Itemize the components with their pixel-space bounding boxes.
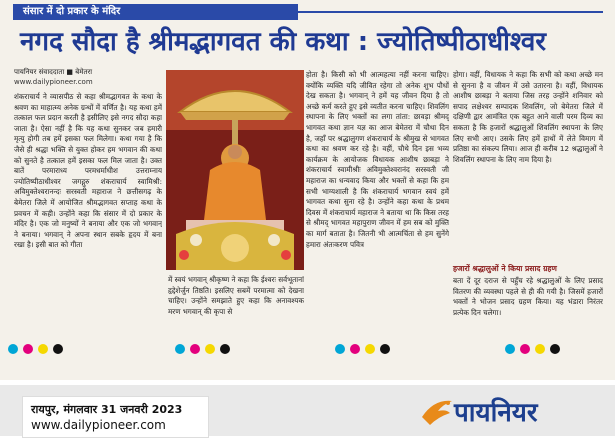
byline-city: बेमेतरा [75,68,93,76]
registration-dot [23,344,33,354]
pioneer-logo-text: पायनियर [454,398,538,428]
kicker-rule [298,11,603,13]
article-headline: नगद सौदा है श्रीमद्भागवत की कथा : ज्योतिष्पीठाधीश्वर [20,27,546,57]
registration-dot [175,344,185,354]
footer-website: www.dailypioneer.com [31,418,166,432]
article-column-3: होगा। वहीं, विधायक ने कहा कि सभी को कथा अच्छे मन से सुनना है व जीवन में उसे उतारना है। वहीं, विधायक आशीष छाबड़ा ने बताया जिस तरह उन्होंने शनिवार को सपाद लक्षेश्वर सम्पादक शिवलिंग, जो बेमेतरा जिले में दक्षिणी द्वार आमंत्रित एक बहुत आने वाली परम दिव्य का सकता है कि हजारों श्रद्धालुओं शिवलिंग स्थापना के लिए लिए सभी आए। उसके लिए हमें हाथों में लेते विमाग में प्रतिष्ठा का संकल्प लिया। आज ही करीब 12 श्रद्धालुओं ने शिवलिंग स्थापना के लिए नाम दिया है। [453,70,603,164]
article-column-2: होता है। किसी को भी आत्महत्या नहीं करना चाहिए। क्योंकि व्यक्ति यदि जीवित रहेगा तो अनेक शुभ पौधों देख सकता है। भगवान् ने हमें यह जीवन दिया है तो अच्छे कर्म करते हुए इसे व्यतीत करना चाहिए। शिवलिंग स्थापना के लिए भक्तों का लगा तांता: छावड़ा श्रीमद् भागवत कथा ज्ञान यज्ञ का आज बेमेतरा में चौथा दिन है, जहाँ पर श्रद्धालुगण शंकराचार्य के श्रीमुख से भागवत कथा का श्रवण कर रहे है। वहीं, चौथे दिन इस भव्य कार्यक्रम के आयोजक विधायक आशीष छाबड़ा ने शंकराचार्य स्वामीश्रीः अविमुक्तेश्वरानंद सरस्वती जी महाराज का धन्यवाद किया और भक्तों से कहा कि हम सभी भाग्यशाली है कि शंकराचार्य भगवान स्वयं हमें भागवत कथा सुना रहे है। उन्होंने कहा कथा के प्रथम दिवस में शंकराचार्य महाराज ने बताया था कि किस तरह से श्रीमद् भागवत महापुराण जीवन में हम सब को मुक्ति का मार्ग बताता है। जितनी भी आत्मचिंता से हम सुनेंगे हमारा अंतःकरण पवित्र [306,70,449,249]
registration-dot [190,344,200,354]
article-column-3-continued: बता दें दूर दराज से पहुँच रहे श्रद्धालुओं के लिए प्रसाद वितरण की व्यवस्था पहले से ही की गयी है। जिसमें हजारों भक्तों ने भोजन प्रसाद ग्रहण किया। यह भंडारा निरंतर प्रत्येक दिन चलेगा। [453,276,603,317]
registration-dot [365,344,375,354]
registration-marks [0,342,615,356]
registration-dot [220,344,230,354]
dateline: रायपुर, मंगलवार 31 जनवरी 2023 [31,403,183,416]
registration-dot [550,344,560,354]
column-under-photo: में स्वयं भगवान् श्रीकृष्ण ने कहा कि ईश्वरः सर्वभूतानां हृद्देशेर्जुन तिष्ठति। इसलिए सबमें परमात्मा को देखना चाहिए। उन्होंने समझाते हुए कहा कि अनावश्यक मरण भगवान् की कृपा से [168,275,304,316]
registration-dot [520,344,530,354]
registration-dot [535,344,545,354]
pioneer-logo [420,393,600,433]
byline-label: पायनियर संवाददाता [14,68,65,76]
registration-dot [53,344,63,354]
registration-dot [38,344,48,354]
byline: पायनियर संवाददाता ■ बेमेतरा www.dailypioneer.com [14,67,159,91]
registration-dot [335,344,345,354]
column-3-subhead: हजारों श्रद्धालुओं ने किया प्रसाद ग्रहण [453,264,557,273]
dateline-box [22,396,209,438]
pioneer-bird-icon [420,395,454,431]
registration-dot [8,344,18,354]
article-kicker: संसार में दो प्रकार के मंदिर [13,4,298,20]
byline-web: www.dailypioneer.com [14,78,93,86]
registration-dot [505,344,515,354]
article-photo [166,70,304,270]
registration-dot [380,344,390,354]
registration-dot [350,344,360,354]
registration-dot [205,344,215,354]
shankaracharya-photo-icon [166,70,304,270]
article-column-1: शंकराचार्य ने व्यासपीठ से कहा श्रीमद्भागवत के कथा के श्रवण का माहात्म्य अनेक ग्रन्थों में वर्णित है। यह कथा हमें तत्काल फल प्रदान करती है इसीलिए इसे नगद सौदा कहा जाता है। ऐसा नहीं है कि यह कथा सुनकर जब हमारी मृत्यु होगी तब हमें इसका फल मिलेगा। कथा गया है कि जैसे ही श्रद्धा भक्ति से युक्त होकर हम भगवान की कथा को सुनते है तत्काल हमें इसका फल मिल जाता है। उक्त बातें परमाराध्य परमधर्माधीश उत्तराम्नाय ज्योतिष्पीठाधीश्वर जगद्गुरु शंकराचार्य स्वामिश्री: अविमुक्तेश्वरानन्दः सरस्वती महाराज ने छत्तीसगढ़ के बेमेतरा जिले में आयोजित श्रीमद्भागवत सप्ताह कथा के प्रवचन में कही। उन्होंने कहा कि संसार में दो प्रकार के मंदिर है। एक जो मनुष्यों ने बनाया और एक जो भगवान् ने बनाया। भगवान् ने अपना स्थान सबके हृदय में बना रखा है। इसी बात को गीता [14,92,162,250]
